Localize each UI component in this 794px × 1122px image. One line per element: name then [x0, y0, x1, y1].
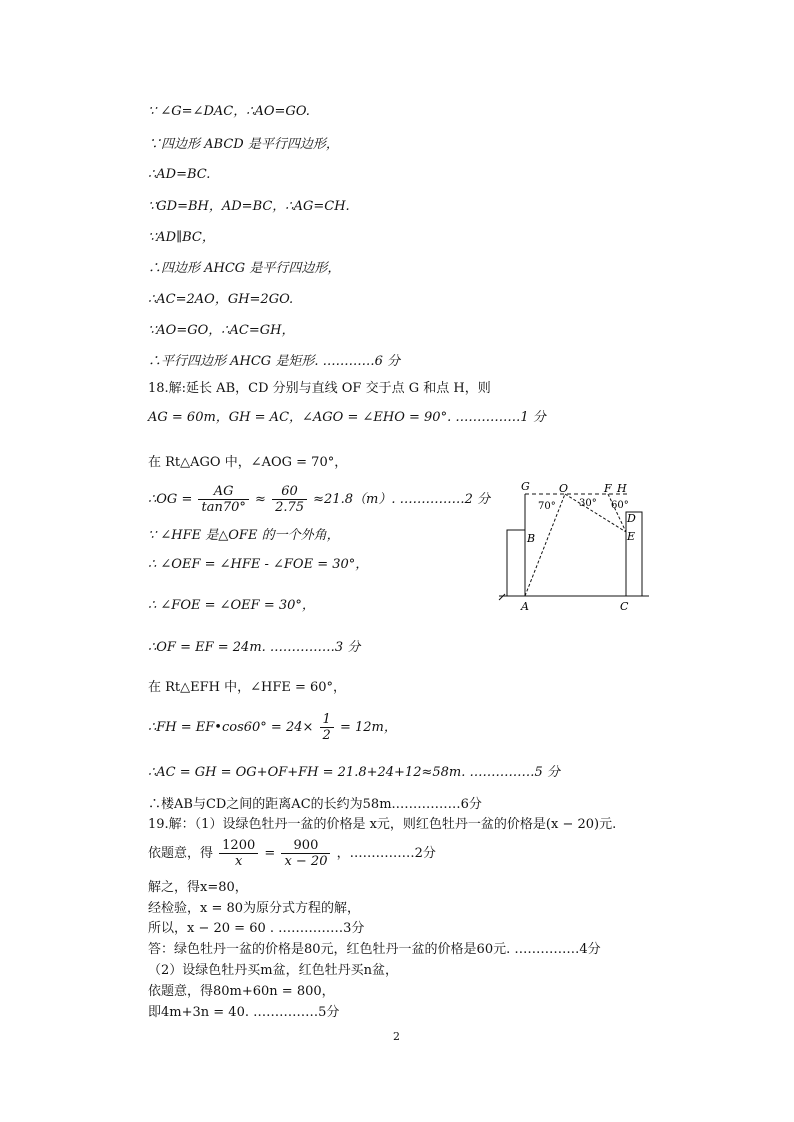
frac-den: tan70° [201, 500, 246, 515]
q18-intro: 18.解:延长 AB，CD 分别与直线 OF 交于点 G 和点 H，则 [148, 381, 491, 396]
q19-answer-1: 答：绿色牡丹一盆的价格是80元，红色牡丹一盆的价格是60元. ……………4分 [148, 942, 601, 957]
q19-line-1: 解之，得x=80， [148, 880, 248, 895]
fraction-ag-tan70 [198, 484, 248, 515]
frac-num: AG [198, 484, 248, 500]
q19-line-5: 即4m+3n = 40. ……………5分 [148, 1005, 340, 1020]
q19-part-2: （2）设绿色牡丹买m盆，红色牡丹买n盆， [148, 963, 398, 978]
proof-line-1: ∵ ∠G=∠DAC，∴AO=GO. [148, 104, 310, 119]
eq-prefix: 依题意，得 [148, 846, 214, 861]
fh-suffix: = 12m， [339, 720, 397, 735]
label-b: B [527, 532, 536, 545]
q18-fh-formula [148, 712, 397, 743]
q19-intro: 19.解：（1）设绿色牡丹一盆的价格是 x元，则红色牡丹一盆的价格是(x − 20)元. [148, 817, 617, 832]
q18-line-8: ∴AC = GH = OG+OF+FH = 21.8+24+12≈58m. ……………5 分 [148, 765, 560, 780]
q19-line-4: 依题意，得80m+60n = 800， [148, 984, 335, 999]
proof-line-3: ∴AD=BC. [148, 167, 211, 182]
q18-line-4: ∴ ∠OEF = ∠HFE - ∠FOE = 30°， [148, 557, 369, 572]
q19-line-2: 经检验，x = 80为原分式方程的解， [148, 901, 361, 916]
q18-line-3: ∵ ∠HFE 是△OFE 的一个外角， [148, 528, 340, 543]
approx-sign: ≈ [255, 492, 266, 507]
proof-line-9: ∴平行四边形 AHCG 是矩形. …………6 分 [148, 354, 400, 369]
frac-num: 1 [322, 712, 331, 727]
frac-num: 1200 [219, 838, 258, 854]
q18-og-formula [148, 484, 490, 515]
eq-suffix: ，……………2分 [336, 846, 436, 861]
q18-line-6: ∴OF = EF = 24m. ……………3 分 [148, 640, 361, 655]
label-f: F [604, 482, 612, 495]
q19-line-3: 所以，x − 20 = 60 . ……………3分 [148, 921, 365, 936]
q18-line-1: AG = 60m，GH = AC，∠AGO = ∠EHO = 90°. ……………1 分 [148, 410, 546, 425]
label-d: D [627, 512, 636, 525]
fraction-60-275 [272, 484, 307, 515]
ground-tick [499, 594, 505, 600]
label-a: A [521, 600, 529, 613]
frac-den: 2 [320, 727, 334, 743]
fraction-1200-x [219, 838, 258, 869]
fraction-900-x20 [281, 838, 330, 869]
og-suffix: ≈21.8（m）. ……………2 分 [313, 492, 490, 507]
building-ab [507, 530, 525, 596]
angle-70: 70° [538, 501, 556, 512]
fraction-1-2 [320, 712, 334, 743]
proof-line-6: ∴四边形 AHCG 是平行四边形， [148, 261, 341, 276]
q18-conclusion: ∴楼AB与CD之间的距离AC的长约为58m.……………6分 [148, 797, 482, 812]
angle-60: 60° [611, 500, 629, 511]
q18-line-2: 在 Rt△AGO 中，∠AOG = 70°， [148, 455, 348, 470]
proof-line-8: ∵AO=GO，∴AC=GH， [148, 323, 295, 338]
proof-line-4: ∵GD=BH，AD=BC，∴AG=CH. [148, 199, 350, 214]
geometry-figure [495, 478, 655, 618]
q18-line-5: ∴ ∠FOE = ∠OEF = 30°， [148, 598, 315, 613]
proof-line-7: ∴AC=2AO，GH=2GO. [148, 292, 294, 307]
label-g: G [521, 480, 530, 493]
label-c: C [620, 600, 629, 613]
proof-line-5: ∵AD∥BC， [148, 230, 215, 245]
frac-num: 60 [272, 484, 307, 500]
label-o: O [559, 482, 569, 495]
label-e: E [627, 530, 636, 543]
q18-line-7: 在 Rt△EFH 中，∠HFE = 60°， [148, 680, 347, 695]
fh-prefix: ∴FH = EF•cos60° = 24× [148, 720, 314, 735]
og-prefix: ∴OG = [148, 492, 193, 507]
angle-30: 30° [579, 498, 597, 509]
equals-sign: = [264, 846, 276, 861]
frac-den: 2.75 [275, 500, 305, 515]
label-h: H [617, 482, 627, 495]
frac-den: x [235, 854, 243, 869]
page-number: 2 [393, 1030, 400, 1043]
proof-line-2: ∵四边形 ABCD 是平行四边形， [148, 137, 339, 152]
q19-equation [148, 838, 436, 869]
frac-num: 900 [281, 838, 330, 854]
frac-den: x − 20 [284, 854, 328, 869]
